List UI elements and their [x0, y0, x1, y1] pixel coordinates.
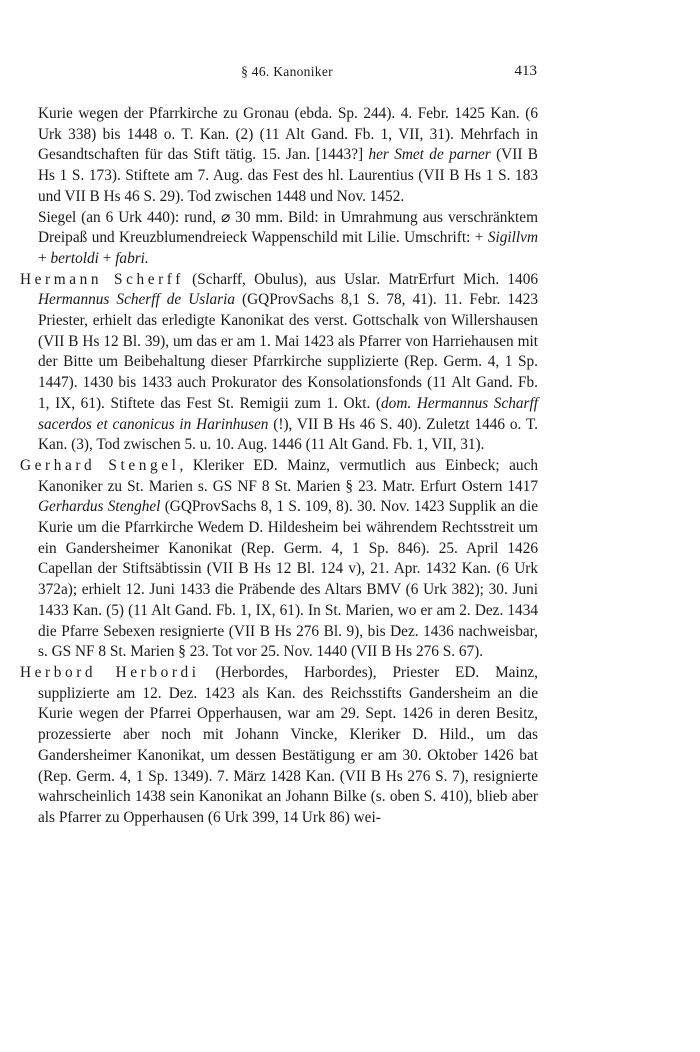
text-run: (!), VII B Hs 46 S. 40). Zuletzt 1446 o. T. Kan. (3), Tod zwischen 5. u. 10. Aug. 1446 (11 Alt Gand. Fb. 1, VII, 31). — [38, 415, 538, 454]
entry-name: Hermann Scherff — [20, 270, 184, 288]
entry-paragraph — [20, 270, 538, 456]
italic-text: her Smet de parner — [368, 146, 491, 164]
italic-text: Hermannus Scherff de Uslaria — [38, 291, 235, 309]
italic-text: bertoldi — [50, 249, 99, 267]
text-run: Siegel (an 6 Urk 440): rund, ⌀ 30 mm. Bild: in Umrahmung aus verschränktem Dreipaß und Kreuzblumendreieck Wappenschild mit Lilie. Umschrift: + — [38, 208, 538, 247]
continuation-paragraph — [20, 104, 538, 208]
running-head: § 46. Kanoniker — [241, 64, 333, 79]
page-number: 413 — [514, 63, 537, 79]
italic-text: fabri. — [115, 249, 149, 267]
italic-text: Sigillvm — [487, 229, 538, 247]
text-run: + — [98, 249, 116, 267]
text-run: Kurie wegen der Pfarrkirche zu Gronau (ebda. Sp. 244). 4. Febr. 1425 Kan. (6 Urk 338) bis 1448 o. T. Kan. (2) (11 Alt Gand. Fb. 1, VII, 31). Mehrfach in Gesandtschaften für das Stift tätig. 15. Jan. [1443?] — [38, 105, 538, 164]
text-run: (Scharff, Obulus), aus Uslar. MatrErfurt Mich. 1406 — [183, 270, 538, 288]
text-run: (GQProvSachs 8,1 S. 78, 41). 11. Febr. 1423 Priester, erhielt das erledigte Kanonikat des verst. Gottschalk von Willershausen (VII B Hs 12 Bl. 39), um das er am 1. Mai 1423 als Pfarrer von Harriehausen mit der Bitte um Beibehaltung dieser Pfarrkirche supplizierte (Rep. Germ. 4, 1 Sp. 1447). 1430 bis 1433 auch Prokurator des Konsolationsfonds (11 Alt Gand. Fb. 1, IX, 61). Stiftete das Fest St. Remigii zum 1. Okt. ( — [38, 291, 538, 412]
text-run: , Kleriker ED. Mainz, vermutlich aus Einbeck; auch Kanoniker zu St. Marien s. GS NF 8 St. Marien § 23. Matr. Erfurt Ostern 1417 — [38, 456, 539, 495]
text-run: + — [38, 249, 51, 267]
italic-text: dom. Hermannus Scharff sacerdos et canonicus in Harinhusen — [38, 394, 538, 433]
body-text — [20, 104, 538, 829]
entry-paragraph — [20, 456, 538, 663]
entry-name: Gerhard Stengel — [20, 456, 180, 474]
text-run: (GQProvSachs 8, 1 S. 109, 8). 30. Nov. 1423 Supplik an die Kurie um die Pfarrkirche Wedem D. Hildesheim bei währendem Rechtsstreit um ein Gandersheimer Kanonikat (Rep. Germ. 4, 1 Sp. 846). 25. April 1426 Capellan der Stiftsäbtissin (VII B Hs 12 Bl. 124 v), 21. Apr. 1432 Kan. (6 Urk 372a); erhielt 12. Juni 1433 die Präbende des Altars BMV (6 Urk 382); 30. Juni 1433 Kan. (5) (11 Alt Gand. Fb. 1, IX, 61). In St. Marien, wo er am 2. Dez. 1434 die Pfarre Sebexen resignierte (VII B Hs 276 Bl. 9), bis Dez. 1436 nachweisbar, s. GS NF 8 St. Marien § 23. Tot vor 25. Nov. 1440 (VII B Hs 276 S. 67). — [38, 498, 538, 661]
continuation-paragraph — [20, 208, 538, 270]
entry-paragraph — [20, 663, 538, 829]
text-run: (Herbordes, Harbordes), Priester ED. Mainz, supplizierte am 12. Dez. 1423 als Kan. des Reichsstifts Gandersheim an die Kurie wegen der Pfarrei Opperhausen, war am 29. Sept. 1426 in deren Besitz, prozessierte aber noch mit Johann Vincke, Kleriker D. Hild., um das Gandersheimer Kanonikat, um dessen Bestätigung er am 30. Oktober 1426 bat (Rep. Germ. 4, 1 Sp. 1349). 7. März 1428 Kan. (VII B Hs 276 S. 7), resignierte wahrscheinlich 1438 sein Kanonikat an Johann Bilke (s. oben S. 410), blieb aber als Pfarrer zu Opperhausen (6 Urk 399, 14 Urk 86) wei- — [38, 663, 538, 826]
entry-name: Herbord Herbordi — [20, 663, 200, 681]
text-run: (VII B Hs 1 S. 173). Stiftete am 7. Aug. das Fest des hl. Laurentius (VII B Hs 1 S. 183 und VII B Hs 46 S. 29). Tod zwischen 1448 und Nov. 1452. — [38, 146, 538, 205]
page-header — [37, 64, 537, 84]
italic-text: Gerhardus Stenghel — [38, 498, 161, 516]
